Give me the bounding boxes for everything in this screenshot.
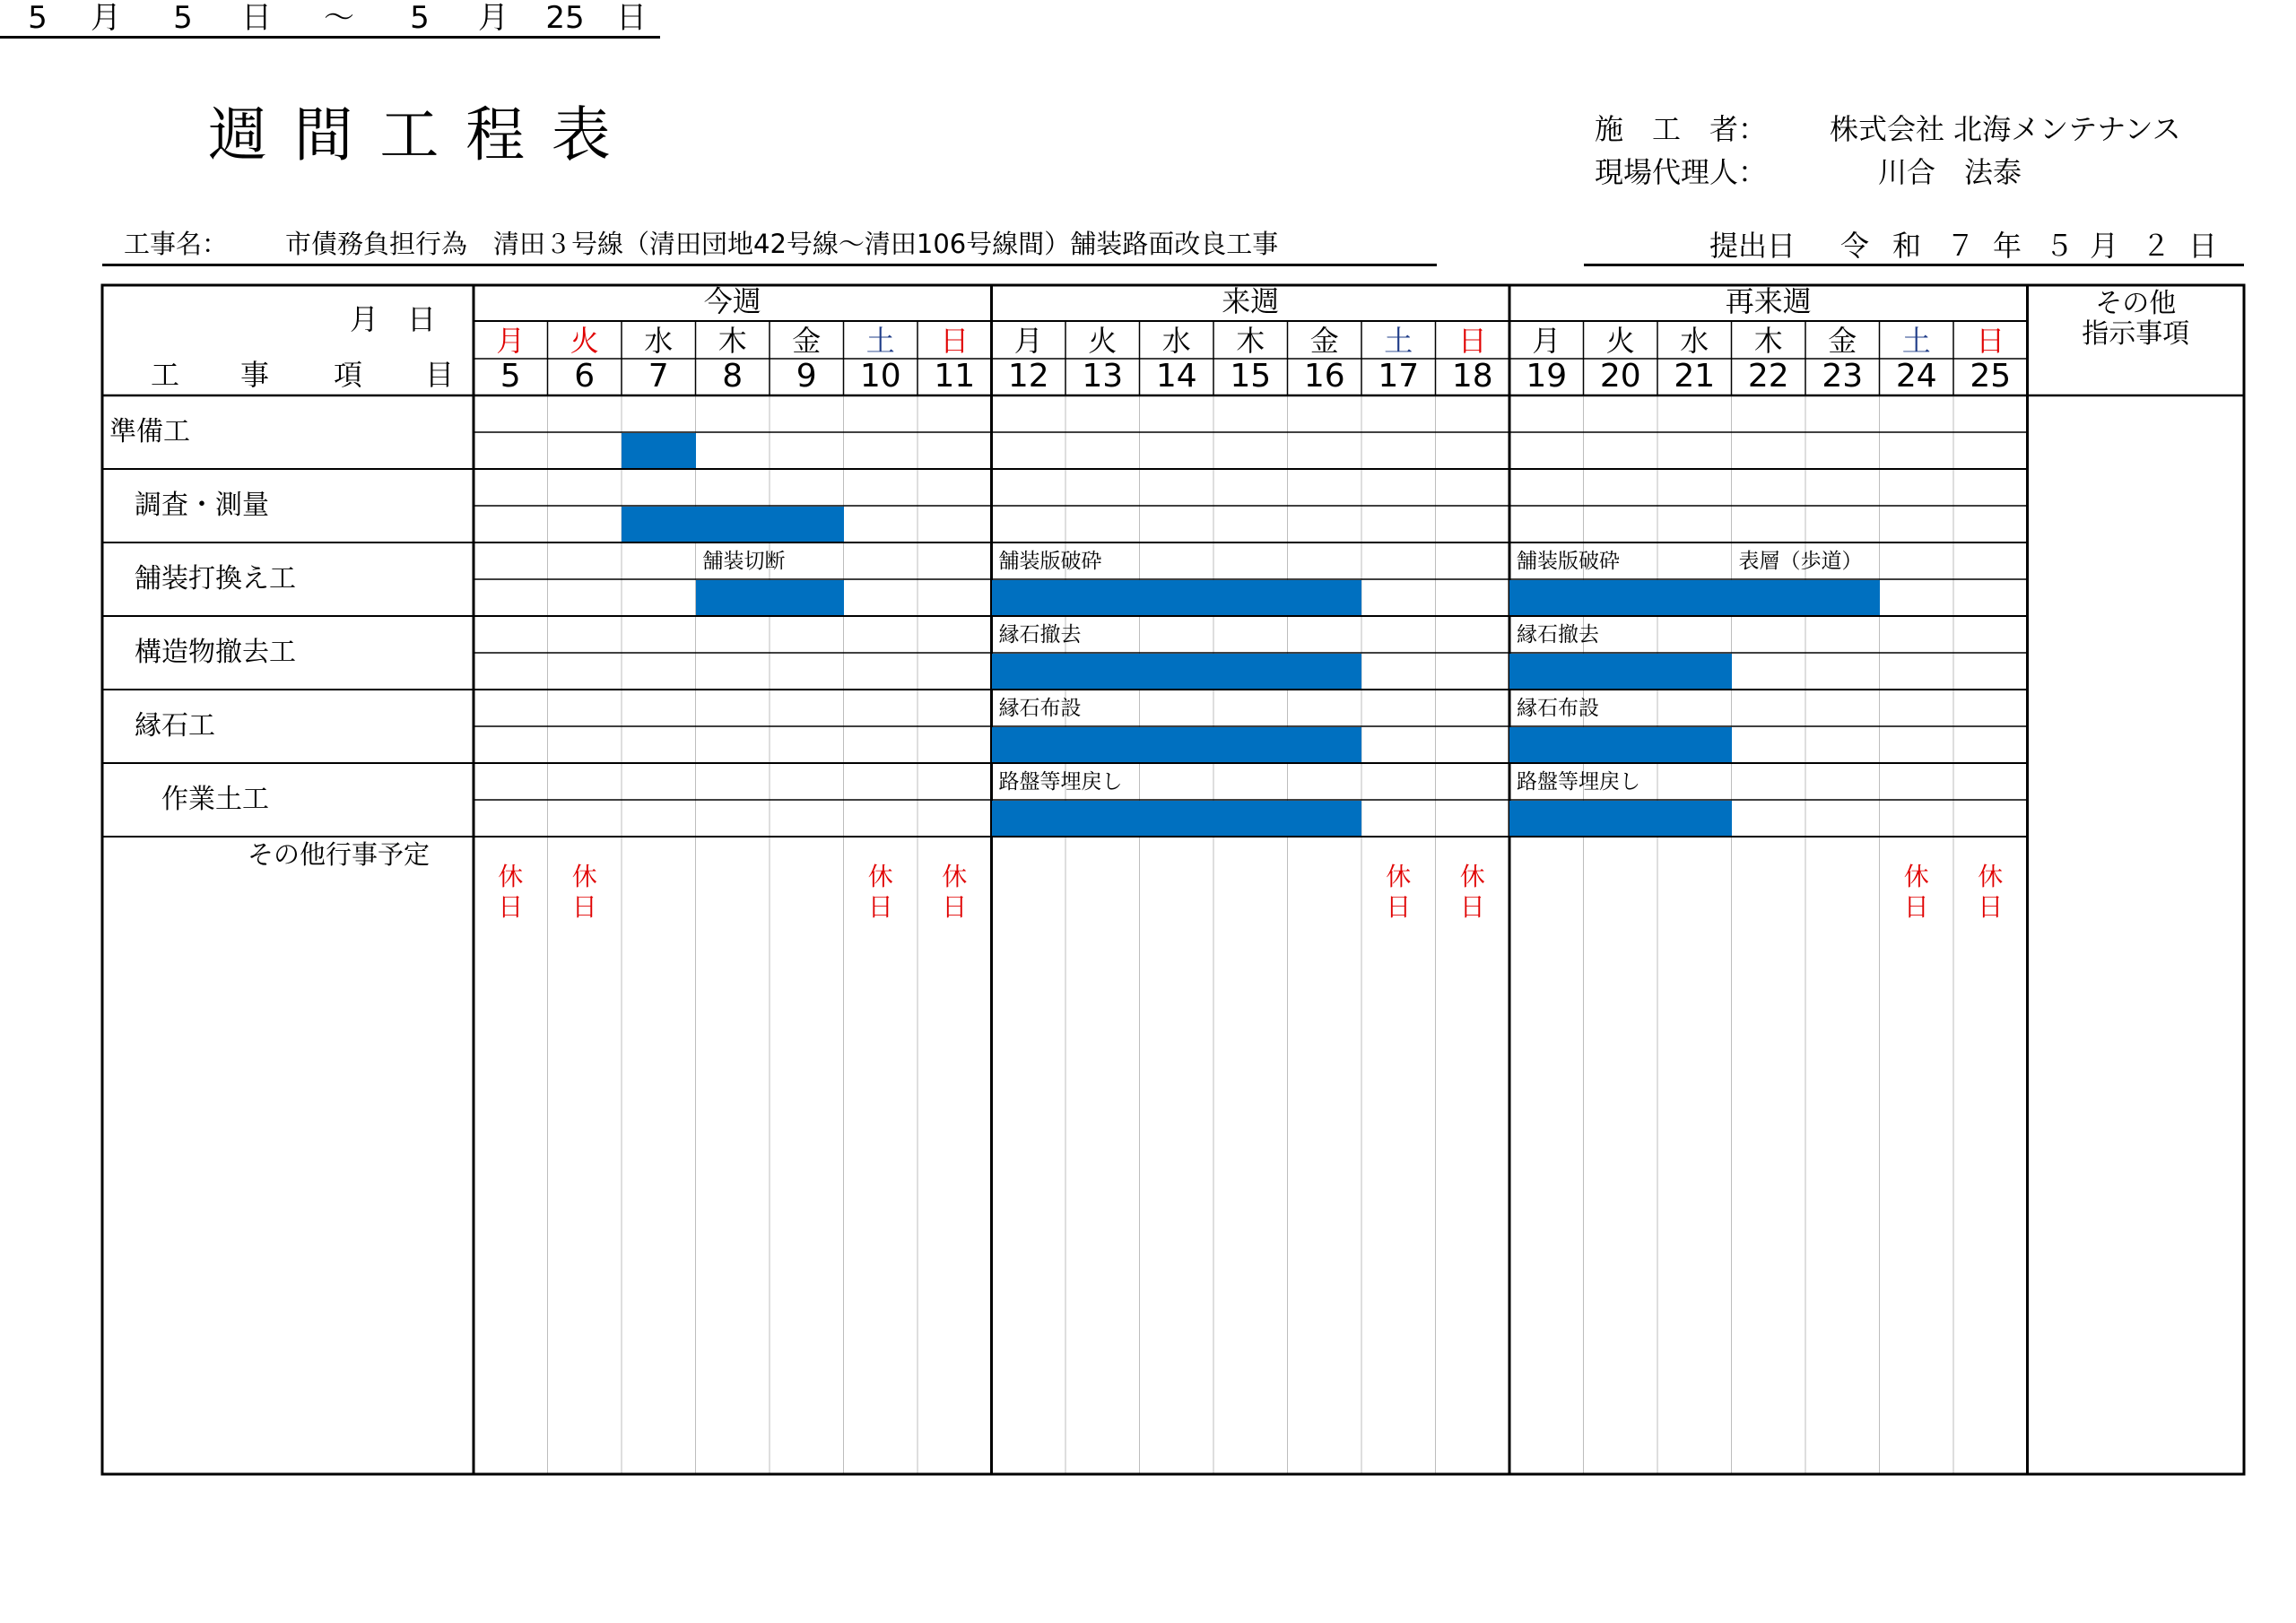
day-of-week: 水 [644, 324, 674, 358]
submission-label: 提出日 [1709, 229, 1796, 263]
day-number: 11 [934, 358, 976, 395]
submission-era-2: 和 [1892, 229, 1922, 263]
task-name: 作業土工 [161, 784, 269, 815]
schedule-bar [1509, 801, 1732, 836]
schedule-bar [992, 580, 1362, 615]
day-number: 8 [722, 358, 744, 395]
day-number: 12 [1007, 358, 1049, 395]
task-annotation: 舗装切断 [702, 550, 786, 573]
holiday-mark: 休日 [1459, 862, 1485, 922]
schedule-bar [1509, 727, 1732, 762]
contractor-label: 施 工 者： [1595, 112, 1768, 146]
period-day-unit: 日 [241, 0, 272, 36]
day-number: 9 [796, 358, 817, 395]
date-header-label: 月 日 [350, 302, 437, 336]
task-annotation: 縁石撤去 [998, 623, 1082, 647]
day-of-week: 土 [865, 324, 895, 358]
task-annotation: 舗装版破砕 [998, 550, 1102, 573]
day-of-week: 月 [496, 324, 526, 358]
day-number: 5 [500, 358, 521, 395]
day-of-week: 日 [940, 324, 970, 358]
day-number: 24 [1895, 358, 1937, 395]
task-name: 調査・測量 [135, 490, 269, 521]
day-of-week: 火 [1605, 324, 1635, 358]
site-agent-label: 現場代理人： [1595, 155, 1768, 189]
holiday-mark: 休日 [571, 862, 597, 922]
period-start-day: 5 [173, 0, 193, 36]
day-number: 23 [1822, 358, 1864, 395]
day-number: 17 [1378, 358, 1420, 395]
holiday-mark: 休日 [1386, 862, 1412, 922]
holiday-mark: 休日 [942, 862, 968, 922]
week-header: 再来週 [1725, 284, 1812, 318]
day-of-week: 火 [570, 324, 599, 358]
day-number: 10 [859, 358, 901, 395]
item-header-char: 工 [151, 358, 180, 392]
task-annotation: 表層（歩道） [1738, 550, 1863, 573]
task-name: 縁石工 [135, 710, 215, 742]
task-annotation: 舗装版破砕 [1517, 550, 1620, 573]
holiday-mark: 休日 [498, 862, 524, 922]
period-end-month: 5 [410, 0, 430, 36]
day-of-week: 火 [1088, 324, 1118, 358]
period-start-month: 5 [28, 0, 48, 36]
day-of-week: 金 [1828, 324, 1857, 358]
day-of-week: 金 [1309, 324, 1339, 358]
item-header-char: 目 [425, 358, 455, 392]
period-month-unit: 月 [91, 0, 121, 36]
schedule-bar [1509, 654, 1732, 689]
day-of-week: 水 [1161, 324, 1191, 358]
item-header-char: 事 [240, 358, 270, 392]
task-annotation: 縁石撤去 [1517, 623, 1599, 647]
schedule-bar [992, 727, 1362, 762]
period-end-day-unit: 日 [616, 0, 647, 36]
submission-day: ２ [2142, 229, 2171, 263]
day-of-week: 土 [1901, 324, 1931, 358]
other-instructions-header: 指示事項 [2082, 318, 2190, 350]
day-of-week: 日 [1457, 324, 1487, 358]
period-end-month-unit: 月 [478, 0, 509, 36]
schedule-bar [992, 654, 1362, 689]
day-number: 21 [1674, 358, 1716, 395]
submission-era-1: 令 [1840, 229, 1870, 263]
day-number: 19 [1526, 358, 1568, 395]
day-of-week: 木 [1236, 324, 1265, 358]
site-agent-name: 川合 法泰 [1878, 155, 2022, 189]
day-of-week: 木 [1753, 324, 1783, 358]
day-of-week: 水 [1680, 324, 1709, 358]
schedule-bar [622, 433, 696, 468]
day-number: 15 [1230, 358, 1272, 395]
other-instructions-header: その他 [2095, 288, 2177, 319]
task-annotation: 縁石布設 [1517, 697, 1599, 720]
day-number: 13 [1082, 358, 1124, 395]
day-number: 6 [574, 358, 596, 395]
day-of-week: 木 [718, 324, 747, 358]
submission-year: ７ [1946, 229, 1976, 263]
day-of-week: 日 [1976, 324, 2005, 358]
page-title: 週間工程表 [208, 100, 638, 169]
period-end-day: 25 [545, 0, 585, 36]
task-annotation: 路盤等埋戻し [998, 770, 1123, 794]
day-of-week: 月 [1532, 324, 1561, 358]
week-header: 来週 [1222, 284, 1280, 318]
day-number: 20 [1599, 358, 1641, 395]
schedule-bar [696, 580, 844, 615]
day-number: 25 [1970, 358, 2012, 395]
day-of-week: 土 [1384, 324, 1413, 358]
submission-month: ５ [2045, 229, 2074, 263]
task-annotation: 縁石布設 [998, 697, 1082, 720]
day-of-week: 金 [792, 324, 822, 358]
task-name: 準備工 [109, 416, 190, 447]
project-name: 市債務負担行為 清田３号線（清田団地42号線～清田106号線間）舗装路面改良工事 [285, 229, 1279, 259]
task-name: 舗装打換え工 [135, 563, 296, 595]
week-header: 今週 [703, 284, 761, 318]
task-name: 構造物撤去工 [135, 637, 296, 668]
day-of-week: 月 [1013, 324, 1043, 358]
submission-month-unit: 月 [2090, 229, 2119, 263]
task-annotation: 路盤等埋戻し [1517, 770, 1640, 794]
day-number: 22 [1747, 358, 1789, 395]
day-number: 16 [1303, 358, 1345, 395]
submission-year-unit: 年 [1993, 229, 2022, 263]
day-number: 18 [1451, 358, 1493, 395]
item-header-char: 項 [334, 358, 363, 392]
period-tilde: ～ [324, 0, 354, 36]
holiday-mark: 休日 [867, 862, 893, 922]
day-number: 7 [648, 358, 669, 395]
contractor-name: 株式会社 北海メンテナンス [1830, 112, 2181, 146]
holiday-mark: 休日 [1978, 862, 2004, 922]
schedule-bar [992, 801, 1362, 836]
submission-day-unit: 日 [2188, 229, 2218, 263]
schedule-bar [1509, 580, 1880, 615]
other-events-label: その他行事予定 [248, 839, 430, 870]
holiday-mark: 休日 [1903, 862, 1929, 922]
schedule-bar [622, 507, 844, 542]
project-label: 工事名： [124, 229, 229, 259]
day-number: 14 [1155, 358, 1197, 395]
